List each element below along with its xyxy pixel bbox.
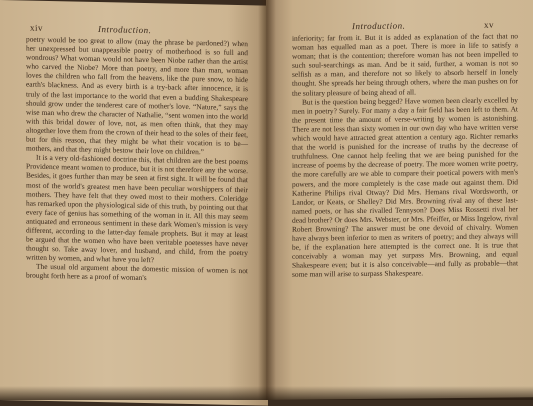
book-gutter <box>258 0 276 400</box>
running-head: Introduction. <box>352 20 406 32</box>
left-page-body <box>26 35 248 285</box>
paragraph: The usual old argument about the domestic mission of women is not brought forth here as a proof of woman's <box>26 262 248 283</box>
running-head: Introduction. <box>98 24 152 36</box>
paragraph: inferiority; far from it. But it is added as explanation of the fact that no woman has equalled man as a poet. There is more in life to satisfy a woman; that is the contention; therefore woman has not been impelled to such soul-searchings as man. And be it said, further, a woman is not so selfish as a man, and therefore not so likely to absorb herself in lonely thought. She spreads her being through others, where the man pushes on for the solitary pleasure of being ahead of all. <box>292 31 518 98</box>
right-page <box>266 0 533 400</box>
paragraph: poetry would be too great to allow (may the phrase be pardoned?) when her unexpressed but unappeasible poetry of motherhood is so full and wondrous? What woman would not have been Niobe rather than the artist who carved the Niobe? More than poetry, and more than man, woman loves the children who fall from the heavens, like the pure snow, to hide earth's blackness. And as every birth is a try-back after innocence, it is truly of the last importance to the world that even a budding Shakespeare should grow under the tenderest care of mother's love. “Nature,” says the wise man who drew the character of Nathalie, “sent women into the world with this bridal dower of love, not, as men often think, that they may altogether love them from the crown of their head to the soles of their feet, but for this reason, that they might be what their vocation is to be—mothers, and that they might bestow their love on children.” <box>26 34 248 157</box>
page-number: xiv <box>30 22 44 33</box>
page-edge-shadow <box>0 386 533 400</box>
paragraph: It is a very old-fashioned doctrine this, that children are the best poems Providence meant women to produce, but it is not therefore any the worse. Besides, it goes further than may be seen at first sight. It will be found that most of the world's greatest men have been peculiar worshippers of their mothers. They have felt that they owed most to their mothers. Coleridge has remarked upon the physiological side of this truth, by pointing out that every face of genius has something of the woman in it. All this may seem antiquated and erroneous sentiment in these dark Women's mission is very different, according to the latter-day female prophets. But it may at least be argued that the women who have been veritable poetesses have never thought so. Take away lover, and husband, and child, from the poetry written by women, and what have you left? <box>26 152 248 265</box>
right-page-body <box>292 31 518 279</box>
page-number: xv <box>484 19 494 30</box>
paragraph: But is the question being begged? Have women been clearly excelled by men in poetry? Surely. For many a day a fair field has been left to them. At the present time the amount of verse-writing by women is astonishing. There are not less than sixty women in our own day who have written verse which would have attracted great attention a century ago. Richter remarks that the world is punished for the increase of truths by the decrease of truthfulness. One cannot help feeling that we are being punished for the increase of poems by the decrease of poetry. The more women write poetry, the more carefully are we able to compare their poetical powers with men's powers, and the more completely is the case made out against them. Did Katherine Philips rival Otway? Did Mrs. Hemans rival Wordsworth, or Landor, or Keats, or Shelley? Did Mrs. Browning rival any of these last-named poets, or has she rivalled Tennyson? Does Miss Rossetti rival her dead brother? Or does Mrs. Webster, or Mrs. Pfeiffer, or Miss Ingelow, rival Robert Browning? The answer must be one devoid of chivalry. Women have always been inferior to men as writers of poetry; and they always will be, if the explanation here attempted is the correct one. It is true that conceivably a woman may yet surpass Mrs. Browning, and equal Shakespeare even; but it is also conceivable—and fully as probable—that some man will arise to surpass Shakespeare. <box>292 95 518 280</box>
